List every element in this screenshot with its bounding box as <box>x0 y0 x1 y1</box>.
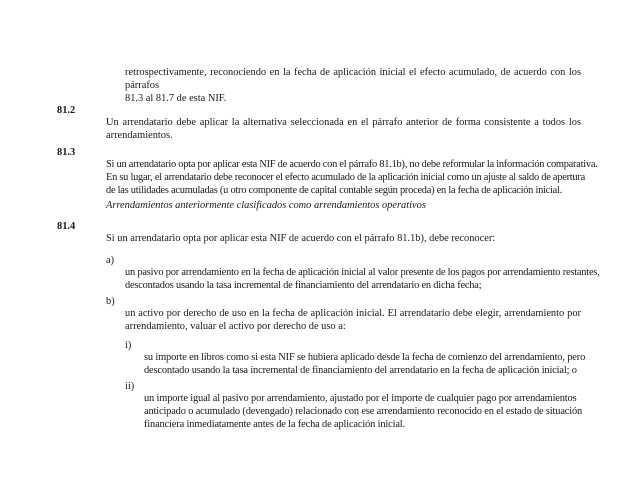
list-item-ii <box>144 392 581 431</box>
text-line: arrendamiento, valuar el activo por derecho de uso a: <box>125 321 346 332</box>
text-line: un activo por derecho de uso en la fecha de aplicación inicial. El arrendatario debe elegir, arrendamiento por <box>125 308 581 319</box>
text-line: descontado usando la tasa incremental de financiamiento del arrendatario en la fecha de aplicación inicial; o <box>144 365 577 376</box>
paragraph-number: 81.4 <box>57 221 76 232</box>
list-marker: b) <box>106 296 115 307</box>
list-marker: a) <box>106 255 115 266</box>
text-line: arrendamientos. <box>106 130 173 141</box>
paragraph-81-3 <box>106 158 598 197</box>
paragraph-number: 81.2 <box>57 105 76 116</box>
list-marker: i) <box>125 340 132 351</box>
text-line: descontados usando la tasa incremental de financiamiento del arrendatario en dicha fecha; <box>125 280 482 291</box>
text-line: de las utilidades acumuladas (u otro componente de capital contable según proceda) en la fecha de aplicación inicial. <box>106 185 563 196</box>
section-subheading: Arrendamientos anteriormente clasificados como arrendamientos operativos <box>106 200 426 211</box>
text-line: anticipado o acumulado (devengado) relacionado con ese arrendamiento reconocido en el estado de situación <box>144 406 583 417</box>
paragraph-81-4-intro: Si un arrendatario opta por aplicar esta NIF de acuerdo con el párrafo 81.1b), debe reconocer: <box>106 233 496 244</box>
list-item-a <box>125 266 600 292</box>
paragraph-81-2 <box>106 116 581 142</box>
paragraph-number: 81.3 <box>57 147 76 158</box>
text-line: 81.3 al 81.7 de esta NIF. <box>125 93 227 104</box>
continuation-paragraph <box>125 66 581 105</box>
list-item-i <box>144 351 586 377</box>
text-line: un pasivo por arrendamiento en la fecha de aplicación inicial al valor presente de los pagos por arrendamiento restantes, <box>125 267 600 278</box>
text-line: su importe en libros como si esta NIF se hubiera aplicado desde la fecha de comienzo del arrendamiento, pero <box>144 352 586 363</box>
text-line: En su lugar, el arrendatario debe reconocer el efecto acumulado de la aplicación inicial como un ajuste al saldo de apertura <box>106 172 585 183</box>
text-line: Si un arrendatario opta por aplicar esta NIF de acuerdo con el párrafo 81.1b), no debe reformular la información comparativa. <box>106 159 598 170</box>
list-marker: ii) <box>125 381 135 392</box>
text-line: Un arrendatario debe aplicar la alternativa seleccionada en el párrafo anterior de forma consistente a todos los <box>106 117 581 128</box>
text-line: un importe igual al pasivo por arrendamiento, ajustado por el importe de cualquier pago por arrendamientos <box>144 393 577 404</box>
text-line: retrospectivamente, reconociendo en la fecha de aplicación inicial el efecto acumulado, de acuerdo con los párrafos <box>125 67 581 91</box>
list-item-b <box>125 307 581 333</box>
text-line: financiera inmediatamente antes de la fecha de aplicación inicial. <box>144 419 405 430</box>
